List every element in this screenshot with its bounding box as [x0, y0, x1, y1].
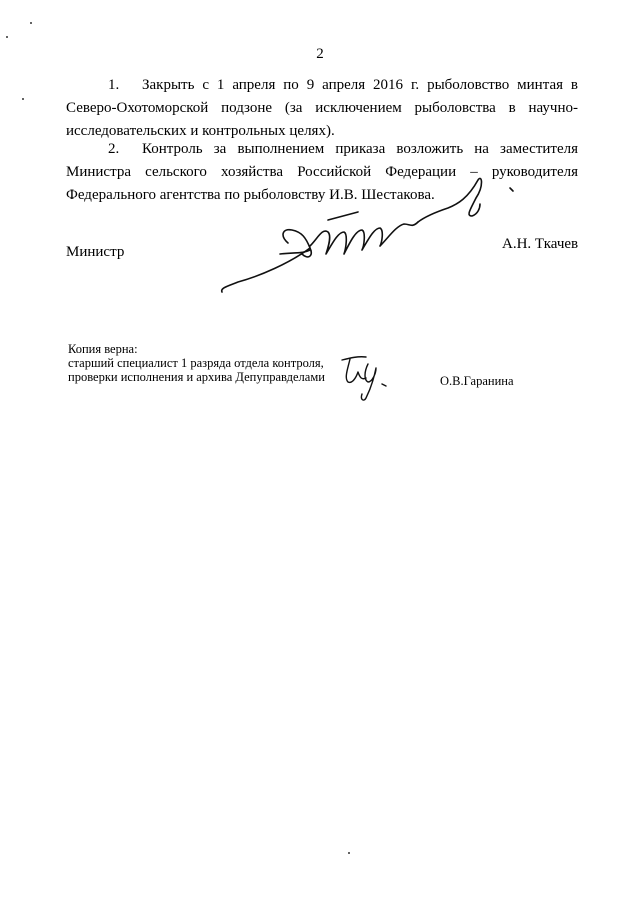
scan-speck: [30, 22, 32, 24]
minister-title: Министр: [66, 244, 125, 260]
copy-position-line2: проверки исполнения и архива Депуправделами: [68, 370, 325, 384]
scan-speck: [22, 98, 24, 100]
paragraph-1: [66, 74, 578, 143]
copy-heading: Копия верна:: [68, 342, 138, 356]
paragraph-2-number: 2.: [108, 141, 120, 157]
paragraph-1-number: 1.: [108, 77, 120, 93]
paragraph-1-text: Закрыть с 1 апреля по 9 апреля 2016 г. рыболовство минтая в Северо-Охотоморской подзоне (за исключением рыболовства в научно-исследовательских и контрольных целях).: [66, 77, 578, 139]
copy-name: О.В.Гаранина: [440, 374, 514, 388]
page-number: 2: [316, 46, 324, 62]
scan-speck: [348, 852, 350, 854]
minister-signature-image: [210, 168, 510, 298]
copy-signature-image: [338, 354, 398, 402]
paragraph-2-text: Контроль за выполнением приказа возложить на заместителя Министра сельского хозяйства Российской Федерации – руководителя Федерального агентства по рыболовству И.В. Шестакова.: [66, 141, 578, 203]
copy-position-line1: старший специалист 1 разряда отдела контроля,: [68, 356, 324, 370]
scan-speck: [6, 36, 8, 38]
minister-name: А.Н. Ткачев: [502, 236, 579, 252]
